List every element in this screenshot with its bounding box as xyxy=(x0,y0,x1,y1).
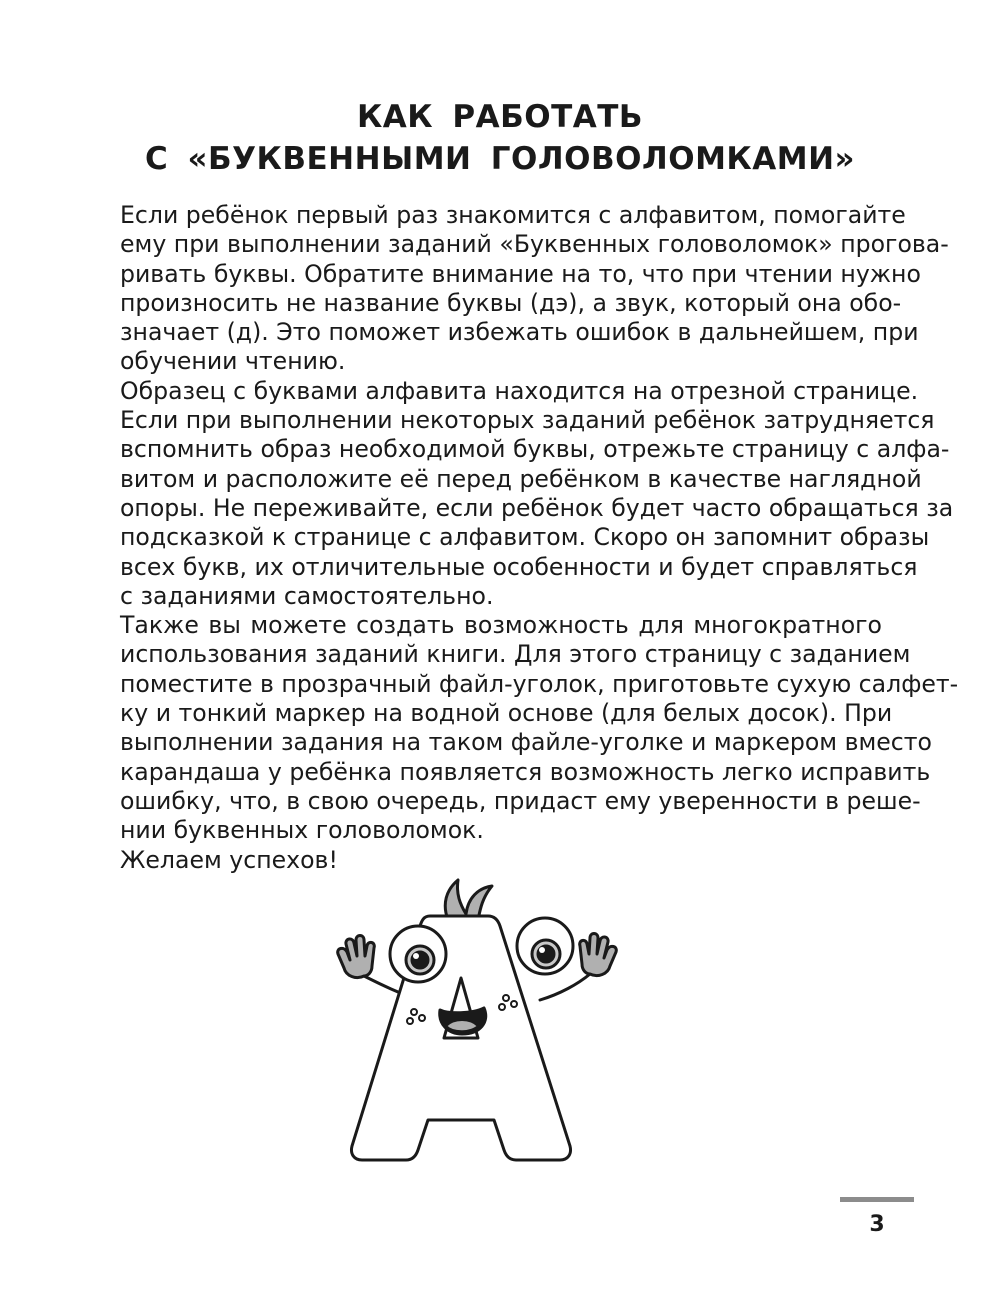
paragraph-line: опоры. Не переживайте, если ребёнок будет часто обращаться за xyxy=(120,493,954,522)
tongue xyxy=(446,1020,478,1031)
paragraph-3 xyxy=(86,611,959,845)
title-line-1: КАК РАБОТАТЬ xyxy=(356,99,644,135)
paragraph-line: вспомнить образ необходимой буквы, отрежьте страницу с алфа- xyxy=(120,435,950,464)
right-arm xyxy=(540,974,590,1000)
title-line-2: С «БУКВЕННЫМИ ГОЛОВОЛОМКАМИ» xyxy=(144,141,856,177)
paragraph-line: произносить не название буквы (дэ), а звук, который она обо- xyxy=(120,288,902,317)
paragraph-line: поместите в прозрачный файл-уголок, приготовьте сухую салфет- xyxy=(120,669,959,698)
right-hand xyxy=(580,934,617,976)
paragraph-line: ему при выполнении заданий «Буквенных головоломок» прогова- xyxy=(120,230,949,259)
paragraph-line: карандаша у ребёнка появляется возможность легко исправить xyxy=(120,757,931,786)
paragraph-line: с заданиями самостоятельно. xyxy=(120,581,494,610)
paragraph-line: Образец с буквами алфавита находится на отрезной странице. xyxy=(120,376,919,405)
paragraph-line: Желаем успехов! xyxy=(120,845,338,874)
paragraph-line: выполнении задания на таком файле-уголке и маркером вместо xyxy=(120,728,932,757)
page-number: 3 xyxy=(869,1212,885,1237)
paragraph-line: обучении чтению. xyxy=(120,347,346,376)
paragraph-line: нии буквенных головоломок. xyxy=(120,816,484,845)
page-title xyxy=(0,96,1000,180)
paragraph-2 xyxy=(86,376,954,611)
left-hand xyxy=(338,936,375,978)
paragraph-line: всех букв, их отличительные особенности и будет справляться xyxy=(120,552,918,581)
paragraph-line: ошибку, что, в свою очередь, придаст ему уверенности в реше- xyxy=(120,786,921,815)
paragraph-line: витом и расположите её перед ребёнком в качестве наглядной xyxy=(120,464,922,493)
paragraph-line: использования заданий книги. Для этого страницу с заданием xyxy=(120,640,911,669)
paragraph-line: значает (д). Это поможет избежать ошибок в дальнейшем, при xyxy=(120,318,919,347)
paragraph-line: подсказкой к странице с алфавитом. Скоро он запомнит образы xyxy=(120,523,930,552)
hair-tuft xyxy=(445,880,492,920)
paragraph-line: Если при выполнении некоторых заданий ребёнок затрудняется xyxy=(120,406,935,435)
paragraph-line: ку и тонкий маркер на водной основе (для белых досок). При xyxy=(120,699,893,728)
paragraph-line: ривать буквы. Обратите внимание на то, что при чтении нужно xyxy=(120,259,921,288)
letter-a-mascot-icon xyxy=(320,868,620,1168)
body-text xyxy=(86,201,959,875)
paragraph-line: Также вы можете создать возможность для многократного xyxy=(120,611,882,640)
paragraph-line: Если ребёнок первый раз знакомится с алфавитом, помогайте xyxy=(120,201,906,229)
paragraph-1 xyxy=(86,201,949,377)
footer-bar xyxy=(840,1197,914,1202)
